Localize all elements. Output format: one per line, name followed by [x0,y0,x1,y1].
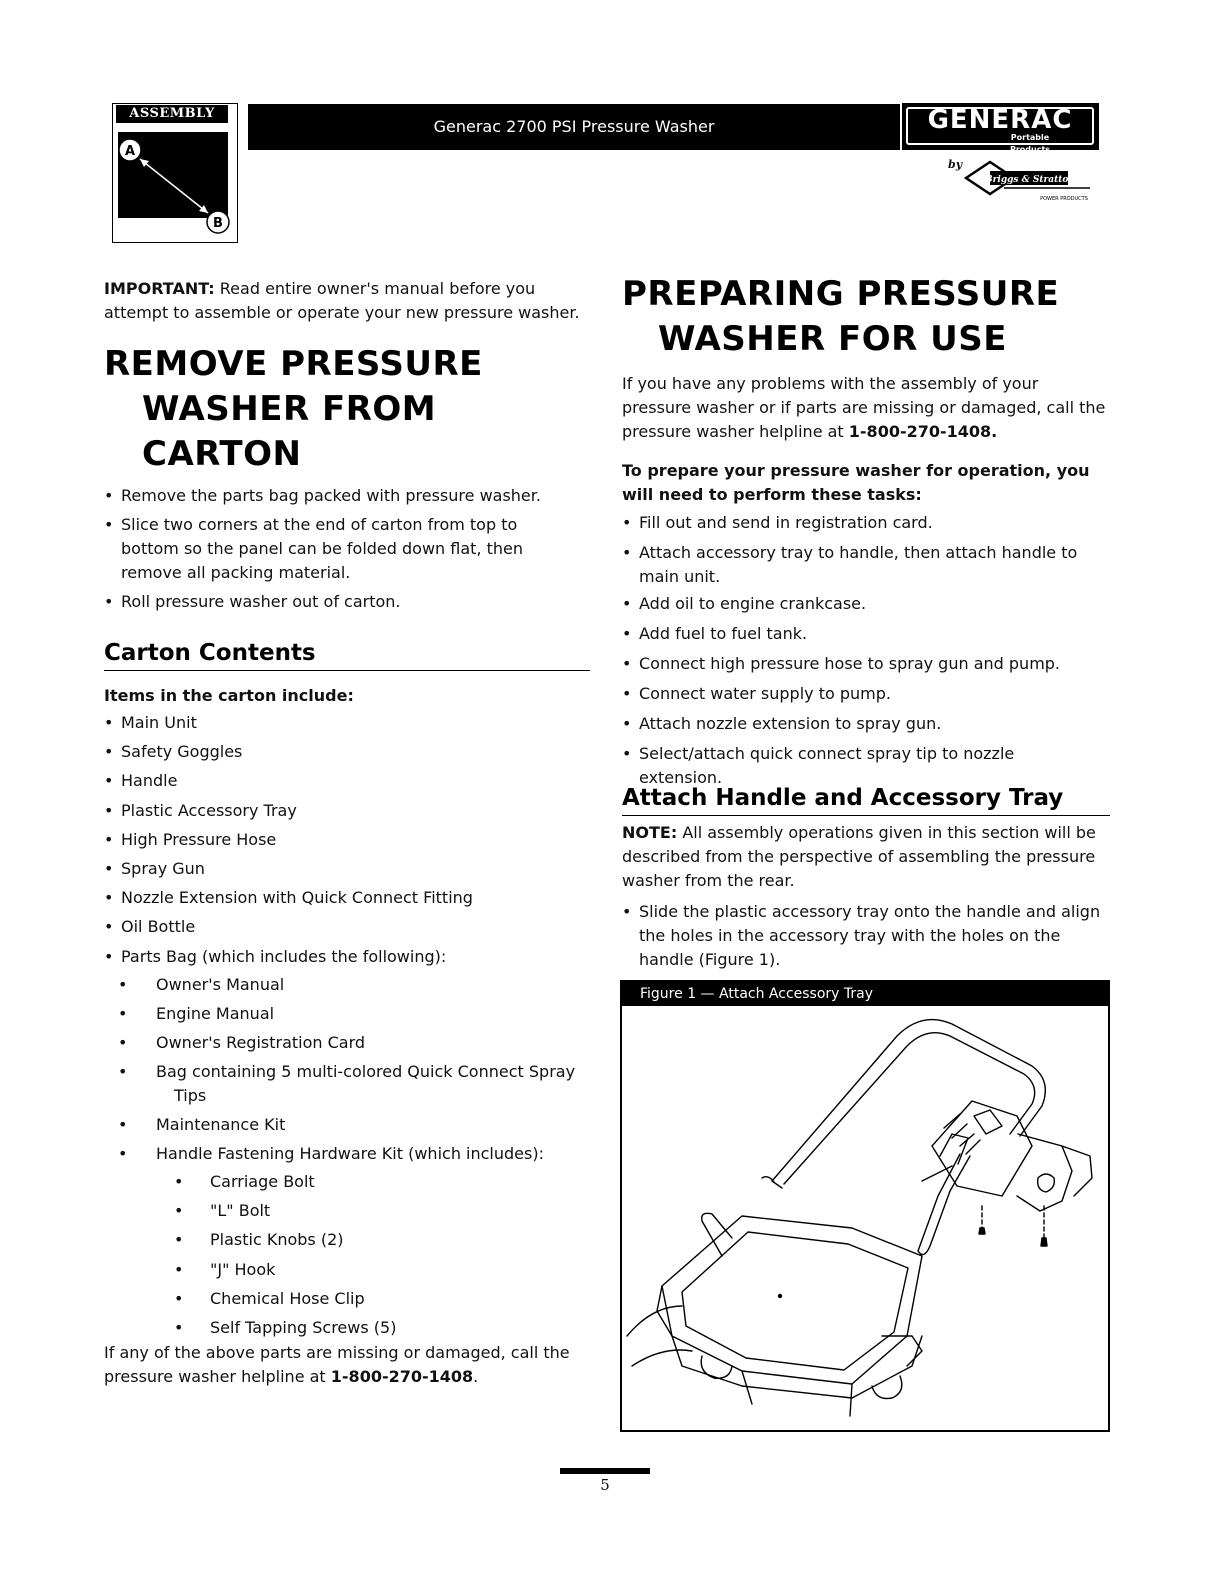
by-text: by [948,158,963,171]
remove-title-line-3: CARTON [142,434,302,474]
task-item [622,622,1102,646]
intro-line-3: pressure washer helpline at [622,422,849,441]
parts-bag-item [118,1060,598,1108]
contents-item [104,945,584,969]
task-text: Fill out and send in registration card. [639,513,933,532]
briggs-stratton-wordmark: Briggs & Stratton [985,175,1075,185]
bullet-icon: • [104,946,114,966]
assembly-a-to-b-icon [116,126,234,240]
preparing-title-line-1: PREPARING PRESSURE [622,274,1060,314]
task-item [622,511,1102,535]
contents-text: Main Unit [121,713,197,732]
bullet-icon: • [104,917,114,937]
task-text: Attach accessory tray to handle, then attach handle to [639,543,1078,562]
bullet-icon: • [622,744,632,763]
helpline-phone: 1-800-270-1408 [330,1367,474,1386]
parts-bag-text: Handle Fastening Hardware Kit (which includes): [156,1144,544,1163]
bullet-icon: • [622,594,632,613]
note-line-1: All assembly operations given in this section will be [682,823,1096,842]
bullet-icon: • [104,486,114,505]
bullet-icon: • [622,543,632,562]
parts-bag-text: Engine Manual [156,1004,275,1023]
bullet-icon: • [622,902,632,921]
remove-step-text: Slice two corners at the end of carton from top to [121,515,518,534]
handle-step-text: the holes in the accessory tray with the holes on the [639,926,1061,945]
parts-bag-text: Owner's Registration Card [156,1033,366,1052]
closing-punct: . [473,1367,479,1386]
parts-bag-item [118,973,598,997]
hardware-item [174,1258,654,1282]
contents-item [104,915,584,939]
tasks-intro [622,459,1112,507]
preparing-title-line-2: WASHER FOR USE [658,319,1007,359]
task-text: Add fuel to fuel tank. [639,624,808,643]
hardware-item [174,1316,654,1340]
contents-text: Oil Bottle [121,917,196,937]
preparing-intro [622,372,1112,444]
carton-contents-heading: Carton Contents [104,640,316,666]
hardware-text: Self Tapping Screws (5) [210,1318,397,1337]
page-number-bar [560,1468,650,1474]
bullet-icon: • [104,713,114,732]
remove-step-text: Remove the parts bag packed with pressure washer. [121,486,541,505]
parts-bag-item [118,1142,598,1166]
important-line-2: attempt to assemble or operate your new pressure washer. [104,303,580,322]
assembly-note [622,821,1112,893]
task-item [622,592,1102,616]
bullet-icon: • [104,592,114,611]
bullet-icon: • [104,800,114,820]
bullet-icon: • [174,1230,184,1250]
important-line-1: Read entire owner's manual before you [219,279,536,298]
remove-title-line-2: WASHER FROM [142,389,437,429]
generac-logo-text: GENERAC [927,105,1073,135]
handle-step-text: Slide the plastic accessory tray onto the handle and align [639,902,1101,921]
hardware-text: Plastic Knobs (2) [210,1230,344,1250]
bullet-icon: • [118,1004,128,1023]
bullet-icon: • [104,515,114,534]
bullet-icon: • [118,1115,128,1134]
parts-bag-item [118,1031,598,1055]
briggs-stratton-sub: POWER PRODUCTS [1040,196,1088,202]
bullet-icon: • [118,1062,128,1081]
bullet-icon: • [622,714,632,733]
note-label: NOTE: [622,823,678,842]
contents-item [104,711,584,735]
point-a-label: A [124,144,136,159]
hardware-item [174,1228,654,1252]
contents-item [104,828,584,852]
contents-text: High Pressure Hose [121,829,277,849]
task-text: Add oil to engine crankcase. [639,594,867,613]
parts-bag-item [118,1002,598,1026]
hardware-item [174,1287,654,1311]
task-item [622,682,1102,706]
missing-parts-notice [104,1341,604,1389]
bullet-icon: • [104,859,114,878]
bullet-icon: • [104,742,114,762]
bullet-icon: • [104,771,114,791]
parts-bag-text: Maintenance Kit [156,1115,286,1134]
assembly-label: ASSEMBLY [116,105,228,123]
task-item [622,712,1102,736]
attach-handle-rule [622,815,1110,816]
contents-item [104,799,584,823]
bullet-icon: • [174,1172,184,1191]
task-text: Select/attach quick connect spray tip to nozzle extension. [639,744,1015,787]
figure-1-caption: Figure 1 — Attach Accessory Tray [622,982,1108,1006]
contents-item [104,769,584,793]
attach-handle-heading: Attach Handle and Accessory Tray [622,785,1064,811]
contents-item [104,886,584,910]
bullet-icon: • [622,654,632,673]
bullet-icon: • [174,1201,184,1221]
bullet-icon: • [174,1288,184,1308]
contents-text: Handle [121,771,178,791]
bullet-icon: • [622,684,632,703]
parts-bag-text: Owner's Manual [156,975,285,994]
page-number: 5 [600,1476,610,1494]
bullet-icon: • [118,975,128,994]
contents-item [104,740,584,764]
missing-parts-line-1: If any of the above parts are missing or damaged, call the [104,1343,570,1362]
hardware-text: "J" Hook [210,1259,276,1279]
hardware-item [174,1170,654,1194]
parts-bag-text: Tips [174,1086,207,1105]
accessory-tray-illustration [622,1006,1108,1430]
task-text: main unit. [639,567,721,586]
contents-text: Spray Gun [121,859,205,878]
hardware-text: "L" Bolt [210,1201,271,1221]
document-title: Generac 2700 PSI Pressure Washer [248,104,900,150]
task-item [622,652,1102,676]
intro-line-1: If you have any problems with the assembly of your [622,374,1039,393]
remove-step-text: Roll pressure washer out of carton. [121,592,401,611]
bullet-icon: • [104,888,114,908]
briggs-stratton-logo [960,158,1100,214]
task-text: Connect high pressure hose to spray gun and pump. [639,654,1061,673]
bullet-icon: • [174,1259,184,1279]
missing-parts-line-2: pressure washer helpline at [104,1367,331,1386]
contents-text: Nozzle Extension with Quick Connect Fitting [121,888,473,908]
note-line-3: washer from the rear. [622,871,795,890]
carton-contents-rule [104,670,590,671]
hardware-text: Carriage Bolt [210,1172,315,1191]
intro-phone: 1-800-270-1408. [848,422,998,441]
parts-bag-item [118,1113,598,1137]
bullet-icon: • [622,624,632,643]
hardware-item [174,1199,654,1223]
task-text: Connect water supply to pump. [639,684,891,703]
remove-step-text: bottom so the panel can be folded down flat, then [121,539,523,558]
remove-step-item [104,484,584,508]
intro-line-2: pressure washer or if parts are missing or damaged, call the [622,398,1106,417]
contents-text: Parts Bag (which includes the following): [121,946,447,966]
task-item [622,541,1102,589]
generac-logo-subtext: Portable Products [1009,133,1051,154]
contents-text: Plastic Accessory Tray [121,800,297,820]
remove-step-item [104,590,584,614]
contents-intro: Items in the carton include: [104,686,354,705]
bullet-icon: • [118,1033,128,1052]
parts-bag-text: Bag containing 5 multi-colored Quick Connect Spray [156,1062,576,1081]
remove-section-title [104,342,483,477]
bullet-icon: • [118,1144,128,1163]
bullet-icon: • [174,1318,184,1337]
remove-step-item [104,513,584,585]
tasks-intro-line-1: To prepare your pressure washer for operation, you [622,461,1090,480]
bullet-icon: • [104,829,114,849]
important-label: IMPORTANT: [104,279,215,298]
note-line-2: described from the perspective of assembling the pressure [622,847,1096,866]
bullet-icon: • [622,513,632,532]
handle-step-text: handle (Figure 1). [639,950,781,969]
handle-step-item [622,900,1112,972]
important-notice [104,277,604,325]
tasks-intro-line-2: will need to perform these tasks: [622,485,922,504]
hardware-text: Chemical Hose Clip [210,1288,365,1308]
remove-title-line-1: REMOVE PRESSURE [104,344,483,384]
task-text: Attach nozzle extension to spray gun. [639,714,942,733]
preparing-section-title [622,272,1059,362]
remove-step-text: remove all packing material. [121,563,351,582]
contents-item [104,857,584,881]
contents-text: Safety Goggles [121,742,243,762]
point-b-label: B [213,216,223,231]
